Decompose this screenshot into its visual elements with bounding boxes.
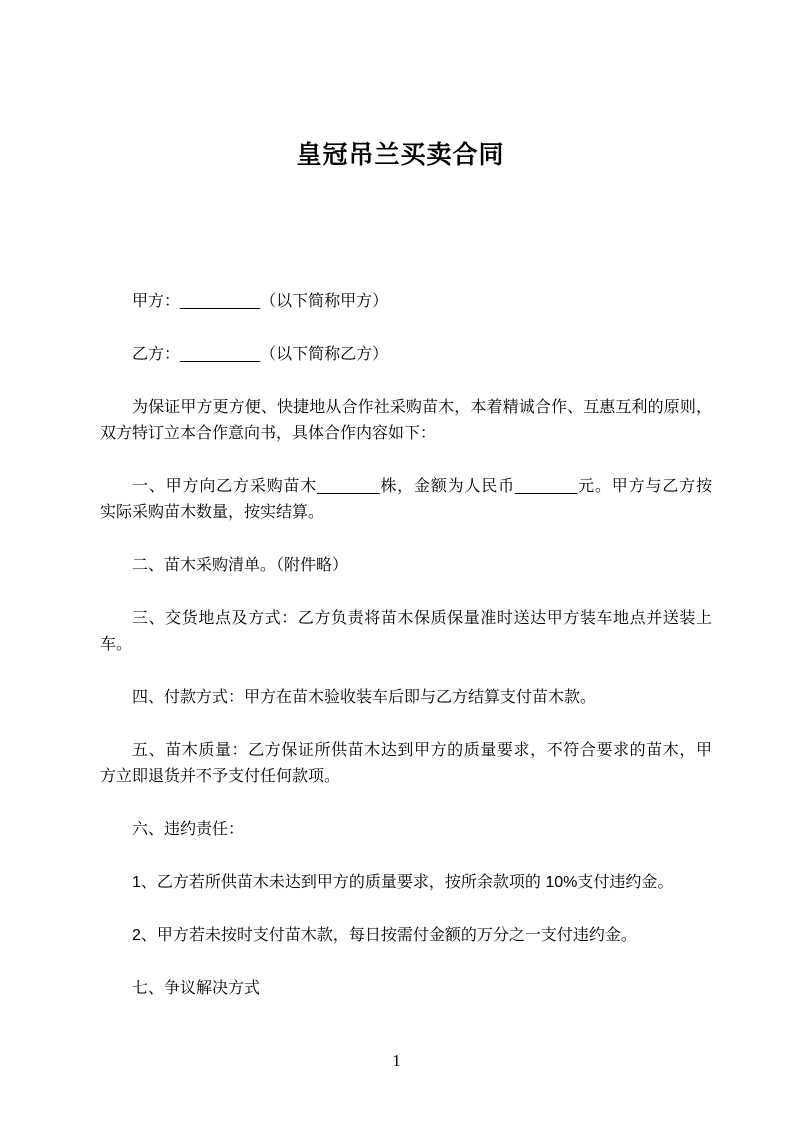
paragraph-clause-6 <box>100 817 712 843</box>
text-line: 双方特订立本合作意向书，具体合作内容如下： <box>100 425 437 442</box>
text-line: 四、付款方式：甲方在苗木验收装车后即与乙方结算支付苗木款。 <box>132 689 597 706</box>
paragraph-clause-4 <box>100 685 712 711</box>
document-body <box>100 0 712 1002</box>
text-line: 1、乙方若所供苗木未达到甲方的质量要求，按所余款项的 10%支付违约金。 <box>132 874 674 891</box>
page-number: 1 <box>392 1051 401 1070</box>
paragraph-clause-3 <box>100 606 712 658</box>
paragraph-party-a <box>100 289 712 315</box>
text-line: 三、交货地点及方式：乙方负责将苗木保质保量准时送达甲方装车地点并送装上 <box>132 610 712 627</box>
text-line: 方立即退货并不予支付任何款项。 <box>100 768 341 785</box>
text-line: 五、苗木质量：乙方保证所供苗木达到甲方的质量要求，不符合要求的苗木，甲 <box>132 742 712 759</box>
text-line: 车。 <box>100 636 133 653</box>
text-line: 七、争议解决方式 <box>132 980 261 997</box>
paragraph-clause-6-2 <box>100 923 712 949</box>
paragraph-clause-6-1 <box>100 870 712 896</box>
paragraph-clause-7 <box>100 976 712 1002</box>
paragraph-party-b <box>100 342 712 368</box>
text-line: 实际采购苗木数量，按实结算。 <box>100 504 325 521</box>
paragraph-clause-2 <box>100 553 712 579</box>
text-line: 六、违约责任： <box>132 821 245 838</box>
text-line: 一、甲方向乙方采购苗木_______株，金额为人民币_______元。甲方与乙方按 <box>132 478 712 495</box>
text-line: 2、甲方若未按时支付苗木款，每日按需付金额的万分之一支付违约金。 <box>132 927 637 944</box>
text-line: 二、苗木采购清单。（附件略） <box>132 557 349 574</box>
document-title: 皇冠吊兰买卖合同 <box>296 141 505 169</box>
paragraph-clause-5 <box>100 738 712 790</box>
paragraph-clause-1 <box>100 474 712 526</box>
paragraph-preamble <box>100 395 712 447</box>
text-line: 为保证甲方更方便、快捷地从合作社采购苗木，本着精诚合作、互惠互利的原则， <box>132 399 712 416</box>
text-line: 乙方：_________（以下简称乙方） <box>132 346 389 363</box>
text-line: 甲方：_________（以下简称甲方） <box>132 293 389 310</box>
